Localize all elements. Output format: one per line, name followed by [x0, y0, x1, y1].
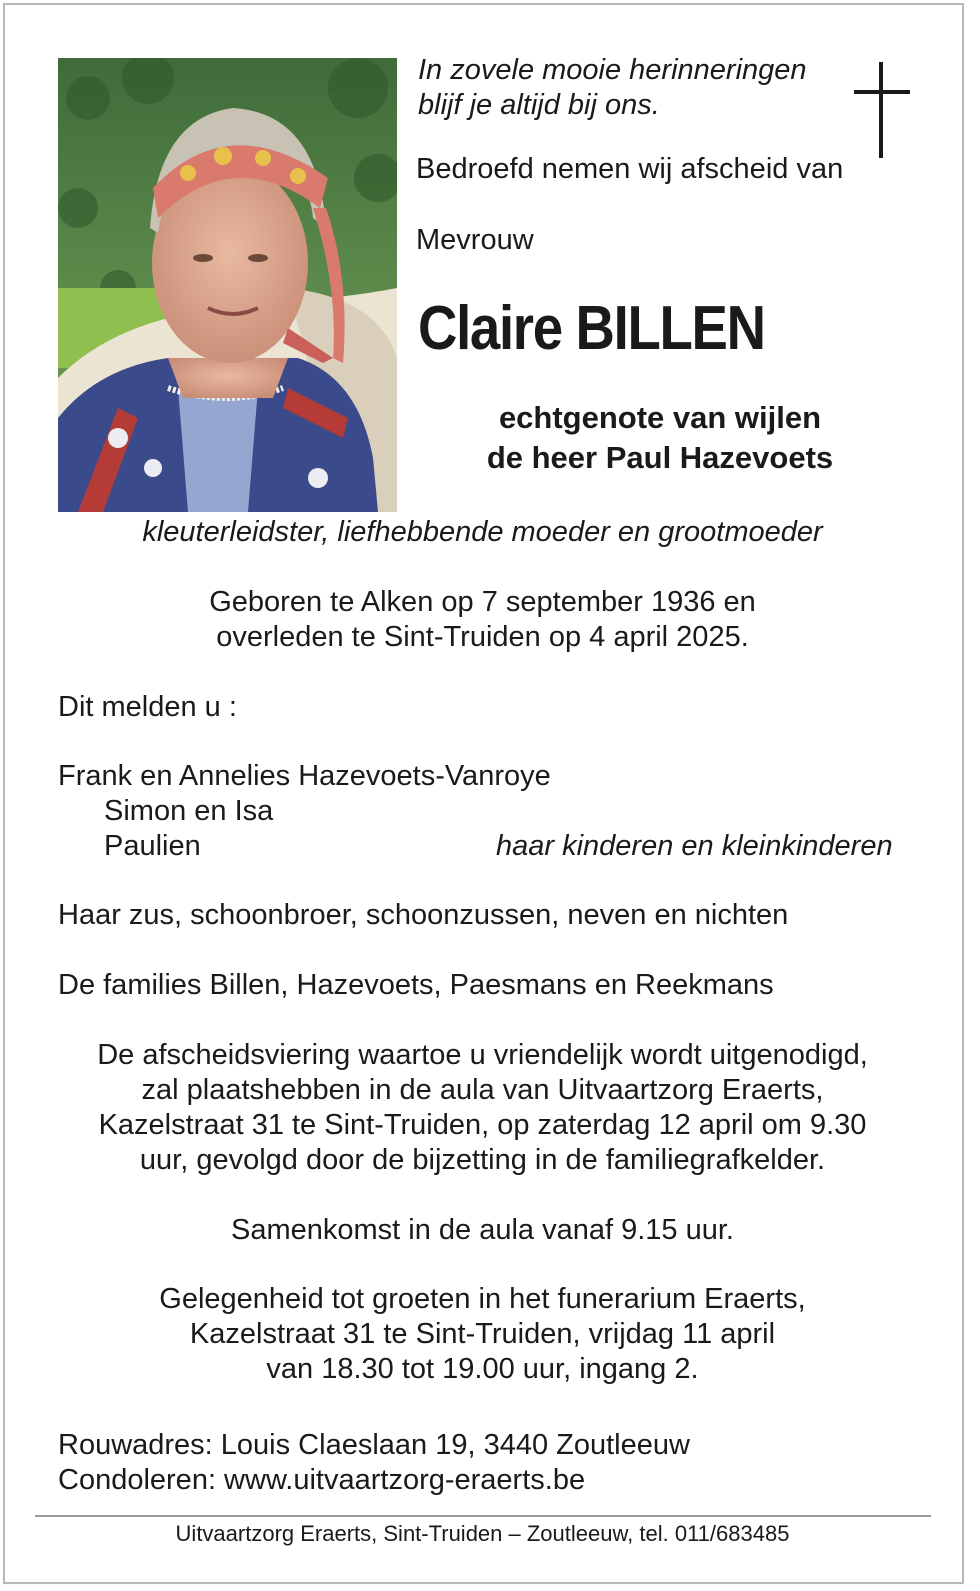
announcers-intro: Dit melden u : — [58, 691, 237, 723]
mourning-address: Rouwadres: Louis Claeslaan 19, 3440 Zoutleeuw — [58, 1429, 690, 1461]
ceremony-line-3: Kazelstraat 31 te Sint-Truiden, op zaterdag 12 april om 9.30 — [98, 1109, 867, 1141]
occupation: kleuterleidster, liefhebbende moeder en grootmoeder — [142, 516, 823, 548]
portrait-photo — [58, 58, 397, 512]
ceremony-line-1: De afscheidsviering waartoe u vriendelijk wordt uitgenodigd, — [97, 1039, 868, 1071]
death-line: overleden te Sint-Truiden op 4 april 2025. — [216, 621, 749, 653]
deceased-name: Claire BILLEN — [418, 294, 765, 363]
quote-line-1: In zovele mooie herinneringen — [418, 54, 807, 86]
ceremony-line-4: uur, gevolgd door de bijzetting in de familiegrafkelder. — [139, 1144, 826, 1176]
family-families: De families Billen, Hazevoets, Paesmans en Reekmans — [58, 969, 774, 1001]
spouse-line-1: echtgenote van wijlen — [498, 400, 822, 435]
quote-line-2: blijf je altijd bij ons. — [418, 89, 660, 121]
footer-funeral-home: Uitvaartzorg Eraerts, Sint-Truiden – Zoutleeuw, tel. 011/683485 — [175, 1521, 790, 1546]
family-relation: haar kinderen en kleinkinderen — [496, 830, 893, 862]
condolences: Condoleren: www.uitvaartzorg-eraerts.be — [58, 1464, 586, 1496]
visitation-line-3: van 18.30 tot 19.00 uur, ingang 2. — [266, 1353, 699, 1385]
visitation-line-2: Kazelstraat 31 te Sint-Truiden, vrijdag 11 april — [189, 1318, 776, 1350]
birth-line: Geboren te Alken op 7 september 1936 en — [209, 586, 756, 618]
intro-text: Bedroefd nemen wij afscheid van — [416, 153, 844, 185]
visitation-line-1: Gelegenheid tot groeten in het funerarium Eraerts, — [159, 1283, 806, 1315]
gathering: Samenkomst in de aula vanaf 9.15 uur. — [231, 1214, 734, 1246]
family-children: Frank en Annelies Hazevoets-Vanroye — [58, 760, 551, 792]
spouse-line-2: de heer Paul Hazevoets — [486, 440, 834, 475]
footer-divider — [35, 1515, 931, 1517]
family-grandchildren-1: Simon en Isa — [104, 795, 274, 827]
birth-death-block — [40, 585, 925, 655]
visitation-block — [40, 1282, 925, 1387]
salutation: Mevrouw — [416, 224, 534, 256]
ceremony-block — [40, 1038, 925, 1178]
ceremony-line-2: zal plaatshebben in de aula van Uitvaartzorg Eraerts, — [141, 1074, 824, 1106]
family-relatives: Haar zus, schoonbroer, schoonzussen, neven en nichten — [58, 899, 789, 931]
cross-icon — [854, 62, 910, 158]
family-grandchildren-2: Paulien — [104, 830, 201, 862]
